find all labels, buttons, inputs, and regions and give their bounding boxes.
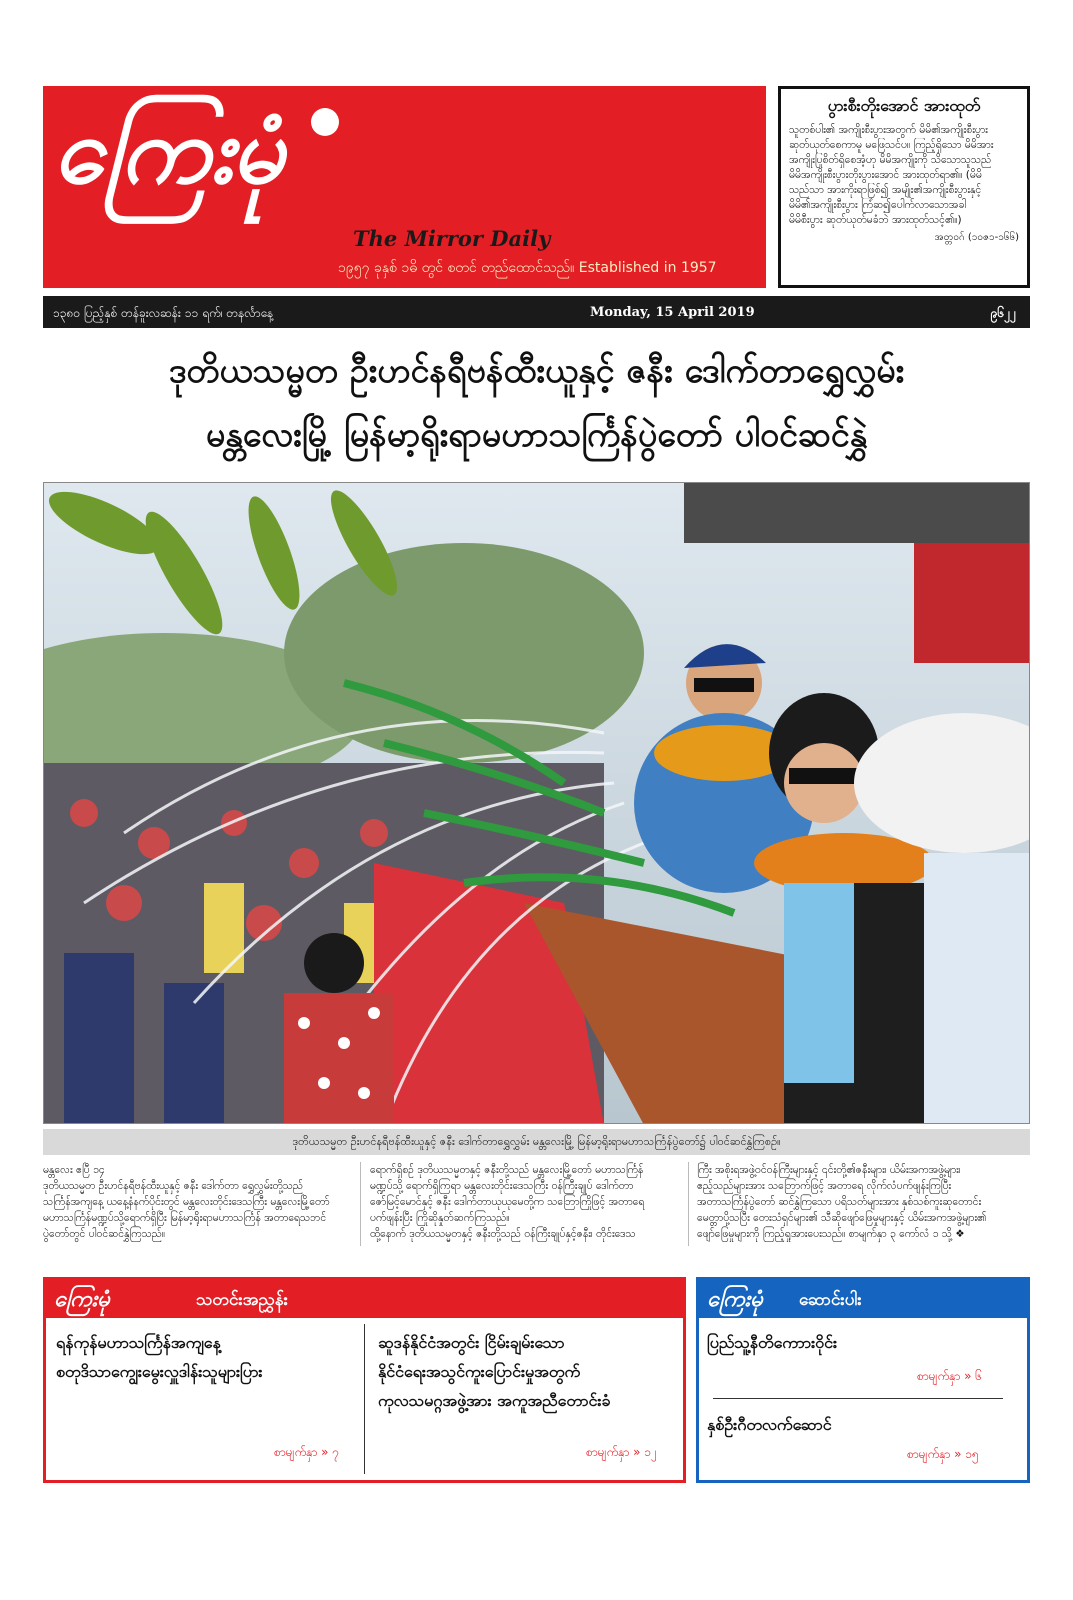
article-line: မန္တလေး ဧပြီ ၁၄ [43, 1164, 105, 1176]
see-page-link[interactable]: စာမျက်နှာ » ၁၅ [907, 1447, 979, 1461]
feature-title: ဆောင်းပါး [799, 1290, 862, 1310]
headline-line-1[interactable]: ဒုတိယသမ္မတ ဦးဟင်နရီဗန်ထီးယူနှင့် ဇနီး ဒေါက်တာရွှေလွှမ်း [168, 351, 905, 391]
see-page-link[interactable]: စာမျက်နှာ » ၇ [274, 1445, 340, 1459]
article-line: ဒုတိယသမ္မတ ဦးဟင်နရီဗန်ထီးယူနှင့် ဇနီး ဒေါက်တာ ရွှေလွှမ်းတို့သည် [43, 1180, 304, 1192]
news-index-header [46, 1280, 683, 1318]
column-divider [688, 1162, 689, 1246]
date-bar [43, 296, 1030, 328]
box-logo: ကြေးမုံ [707, 1286, 763, 1312]
water-festival-photo-illustration [44, 483, 1030, 1124]
proverb-source: အတ္တဝဂ် (၁၀ဇ၁-၁၆၆) [934, 232, 1019, 243]
feature-divider [713, 1398, 1003, 1399]
proverb-line: မိမိ၏အကျိုးစီးပွား ကြံဆ၍ပေါက်လာသောအခါ [789, 199, 967, 211]
see-page-link[interactable]: စာမျက်နှာ » ၁၂ [586, 1445, 657, 1459]
article-line: ဇော်မြင့်မောင်နှင့် ဇနီး ဒေါက်တာယုယုမေတို့က သဘြောကြိုဖြင့် အတာရေ [370, 1196, 645, 1208]
article-line: ပက်ဖျန်းပြီး ကြိုဆိုနှုတ်ဆက်ကြသည်။ [370, 1212, 510, 1224]
story-divider [364, 1324, 365, 1474]
english-date: Monday, 15 April 2019 [590, 305, 755, 320]
established-line: ၁၉၅၇ ခုနှစ် ၁ဓိ တွင် စတင် တည်ထောင်သည်။ Established in 1957 [338, 260, 717, 276]
see-page-link[interactable]: စာမျက်နှာ » ၆ [917, 1369, 983, 1383]
proverb-line: အကျိုးပြုစိတ်ရှိစေအံ့ဟု မိမိအကျိုးကို သိသောသူသည် [789, 154, 992, 166]
article-line: ဧည့်သည်များအား သဘြောက်ဖြင့် အတာရေ လိုက်လံပက်ဖျန်းကြပြီး [697, 1180, 952, 1192]
feature-item-1[interactable]: ပြည်သူ့နီတိကောားဝိုင်း [707, 1333, 838, 1352]
feature-articles-box [696, 1277, 1030, 1483]
story-line: ကုလသမဂ္ဂအဖွဲ့အား အကူအညီတောင်းခံ [378, 1391, 611, 1410]
proverb-line: သည်သာ အားကိုးရာဖြစ်၍ အမျိုး၏အကျိုးစီးပွားနှင့် [789, 184, 982, 196]
article-line: ထို့နောက် ဒုတိယသမ္မတနှင့် ဇနီးတို့သည် ဝန်ကြီးချုပ်နှင့်ဇနီး၊ တိုင်းဒေသ [370, 1228, 636, 1240]
story-line: ရန်ကုန်မဟာသင်္ကြန်အကျနေ့ [56, 1333, 221, 1352]
issue-number: ၉၆၂၂ [990, 306, 1016, 320]
news-story-2[interactable] [378, 1328, 610, 1415]
proverb-line: မိမိအကျိုးစီးပွားတိုးပွားအောင် အားထုတ်ရာ၏။ (မိမိ [789, 169, 982, 181]
article-line: ရောက်ရှိစဉ် ဒုတိယသမ္မတနှင့် ဇနီးတို့သည် မန္တလေးမြို့တော် မဟာသင်္ကြန် [370, 1164, 644, 1176]
story-line: စတုဒိသာကျွေးမွေးလှူဒါန်းသူများပြား [56, 1362, 263, 1381]
english-title: The Mirror Daily [353, 226, 551, 251]
article-line: မဏ္ဍပ်သို့ ရောက်ရှိကြရာ မန္တလေးတိုင်းဒေသကြီး ဝန်ကြီးချုပ် ဒေါက်တာ [370, 1180, 634, 1192]
proverb-line: မိမိစီးပွား ဆုတ်ယုတ်မခံဘဲ အားထုတ်သင့်၏။) [789, 214, 962, 226]
proverb-title: ပွားစီးတိုးအောင် အားထုတ် [827, 96, 981, 115]
article-column-2 [370, 1162, 680, 1242]
box-logo: ကြေးမုံ [54, 1286, 110, 1312]
article-line: မေတ္တာပို့သပြီး တေးသံရှင်များ၏ သီဆိုဖျော်ဖြေမှုများနှင့် ယိမ်းအကအဖွဲ့များ၏ [697, 1212, 987, 1224]
feature-header [699, 1280, 1027, 1318]
article-column-3 [697, 1162, 1030, 1242]
article-line: အတာသင်္ကြန်ပွဲတော် ဆင်နွှဲကြသော ပရိသတ်များအား နှစ်သစ်ကူးဆုတောင်း [697, 1196, 982, 1208]
headline-line-2[interactable]: မန္တလေးမြို့ မြန်မာ့ရိုးရာမဟာသင်္ကြန်ပွဲတော် ပါဝင်ဆင်နွှဲ [205, 415, 868, 455]
article-line: သင်္ကြန်အကျနေ့ ယနေ့နံနက်ပိုင်းတွင် မန္တလေးတိုင်းဒေသကြီး မန္တလေးမြို့တော် [43, 1196, 330, 1208]
article-line: ကြီး အစိုးရအဖွဲ့ဝင်ဝန်ကြီးများနှင့် ၎င်းတို့၏ဇနီးများ၊ ယိမ်းအကအဖွဲ့များ၊ [697, 1164, 961, 1176]
article-column-1 [43, 1162, 353, 1242]
lead-photo[interactable] [43, 482, 1030, 1124]
proverb-line: ဆုတ်ယုတ်စေကာမူ မဖြေသင်ပ။ ကြည့်ရှိသော မိမိအား [789, 139, 994, 151]
column-divider [360, 1162, 361, 1246]
news-index-title: သတင်းအညွှန်း [196, 1290, 288, 1310]
article-line: ပွဲတော်တွင် ပါဝင်ဆင်နွှဲကြသည်။ [43, 1228, 166, 1240]
proverb-line: သူတစ်ပါး၏ အကျိုးစီးပွားအတွက် မိမိ၏အကျိုးစီးပွား [789, 124, 988, 136]
news-index-box [43, 1277, 686, 1483]
feature-item-2[interactable]: နှစ်ဦးဂီတလက်ဆောင် [707, 1415, 832, 1434]
logo-dot-icon [311, 108, 339, 136]
proverb-box [778, 86, 1030, 288]
myanmar-date: ၁၃၈၀ ပြည့်နှစ် တန်ခူးလဆန်း ၁၁ ရက်၊ တနင်္လာနေ့ [53, 306, 274, 320]
article-line: မဟာသင်္ကြန်မဏ္ဍပ်သို့ရောက်ရှိပြီး မြန်မာ့ရိုးရာမဟာသင်္ကြန် အတာရေသဘင် [43, 1212, 327, 1224]
story-line: နိုင်ငံရေးအသွင်ကူးပြောင်းမှုအတွက် [378, 1362, 581, 1381]
photo-caption: ဒုတိယသမ္မတ ဦးဟင်နရီဗန်ထီးယူနှင့် ဇနီး ဒေါက်တာရွှေလွှမ်း မန္တလေးမြို့ မြန်မာ့ရိုးရာမဟာသင်္ကြန်ပွဲတော်၌ ပါဝင်ဆင်နွှဲကြစဉ်။ [43, 1129, 1030, 1155]
story-line: ဆူဒန်နိုင်ငံအတွင်း ငြိမ်းချမ်းသော [378, 1333, 565, 1352]
article-line[interactable]: ဖျော်ဖြေမှုများကို ကြည့်ရှုအားပေးသည်။ စာမျက်နှာ ၃ ကော်လံ ၁ သို့ ❖ [697, 1228, 965, 1240]
masthead [43, 86, 766, 288]
news-story-1[interactable] [56, 1328, 262, 1386]
newspaper-logo[interactable]: ကြေးမုံ [53, 96, 283, 204]
